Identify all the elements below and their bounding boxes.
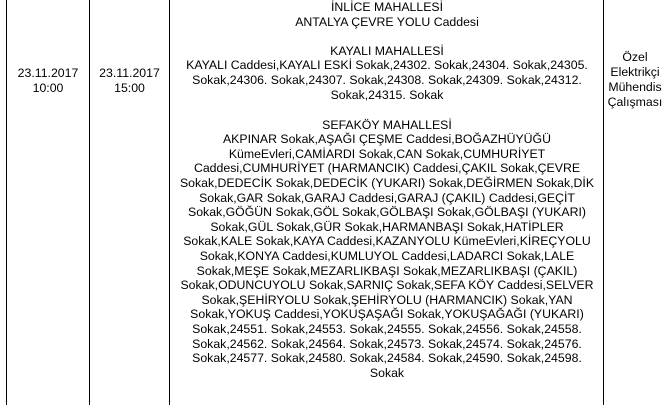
- street-list-line: Sokak,GAR Sokak,GARAJ Caddesi,GARAJ (ÇAKIL) Caddesi,GEÇİT: [199, 190, 575, 205]
- district-name: KAYALI MAHALLESİ: [330, 43, 444, 58]
- district-name: SEFAKÖY MAHALLESİ: [322, 117, 452, 132]
- street-list-line: Sokak,KONYA Caddesi,KUMLUYOL Caddesi,LADARCI Sokak,LALE: [199, 249, 575, 263]
- street-list-line: Sokak,ODUNCUYOLU Sokak,SARNIÇ Sokak,SEFA KÖY Caddesi,SELVER: [180, 278, 594, 293]
- street-list-line: ANTALYA ÇEVRE YOLU Caddesi: [295, 14, 479, 29]
- street-list-line: Sokak,24551. Sokak,24553. Sokak,24555. Sokak,24556. Sokak,24558.: [192, 321, 582, 336]
- district-name: İNLİCE MAHALLESİ: [330, 0, 444, 14]
- end-datetime: [90, 66, 169, 96]
- end-date: 23.11.2017: [99, 66, 160, 80]
- street-list-line: Caddesi,CUMHURİYET (HARMANCIK) Caddesi,ÇAKIL Sokak,ÇEVRE: [193, 161, 581, 176]
- affected-locations: [170, 0, 604, 380]
- work-type-line: Çalışması: [607, 95, 663, 109]
- work-type: [604, 50, 666, 110]
- street-list-line: KümeEvleri,CAMİARDI Sokak,CAN Sokak,CUMHURİYET: [228, 146, 546, 161]
- street-list-line: Sokak,MEŞE Sokak,MEZARLIKBAŞI Sokak,MEZARLIKBAŞI (ÇAKIL): [196, 263, 578, 278]
- work-type-line: Özel: [622, 50, 648, 64]
- work-type-line: Elektrikçi: [610, 65, 660, 79]
- street-list-line: Sokak,24562. Sokak,24564. Sokak,24573. Sokak,24574. Sokak,24576.: [192, 336, 582, 351]
- street-list-line: AKPINAR Sokak,AŞAĞI ÇEŞME Caddesi,BOĞAZHÜYÜĞÜ: [222, 132, 551, 147]
- street-list-line: Sokak,YOKUŞ Caddesi,YOKUŞAŞAĞI Sokak,YOKUŞAĞAĞI (YUKARI): [190, 307, 584, 322]
- street-list-line: KAYALI Caddesi,KAYALI ESKİ Sokak,24302. Sokak,24304. Sokak,24305.: [186, 58, 588, 73]
- end-time: 15:00: [114, 81, 145, 95]
- street-list-line: Sokak: [369, 365, 405, 380]
- column-divider: [6, 0, 7, 405]
- street-list-line: Sokak,24306. Sokak,24307. Sokak,24308. Sokak,24309. Sokak,24312.: [192, 72, 582, 87]
- street-list-line: Sokak,24577. Sokak,24580. Sokak,24584. Sokak,24590. Sokak,24598.: [192, 351, 582, 366]
- street-list-line: Sokak,GÜL Sokak,GÜR Sokak,HARMANBAŞI Sokak,HATİPLER: [210, 219, 564, 234]
- start-time: 10:00: [32, 81, 64, 95]
- street-list-line: Sokak,DEDECİK Sokak,DEDECİK (YUKARI) Sokak,DEĞİRMEN Sokak,DİK: [179, 176, 595, 191]
- street-list-line: Sokak,24315. Sokak: [330, 87, 444, 102]
- column-divider: [89, 0, 90, 405]
- work-type-line: Mühendis: [608, 80, 662, 94]
- start-date: 23.11.2017: [17, 66, 79, 80]
- street-list-line: Sokak,ŞEHİRYOLU Sokak,ŞEHİRYOLU (HARMANCIK) Sokak,YAN: [201, 292, 573, 307]
- spacer: [170, 29, 604, 44]
- street-list-line: Sokak,KALE Sokak,KAYA Caddesi,KAZANYOLU KümeEvleri,KİREÇYOLU: [183, 234, 591, 249]
- street-list-line: Sokak,GÖĞÜN Sokak,GÖL Sokak,GÖLBAŞI Sokak,GÖLBAŞI (YUKARI): [188, 205, 586, 220]
- start-datetime: [7, 66, 89, 96]
- spacer: [170, 102, 604, 118]
